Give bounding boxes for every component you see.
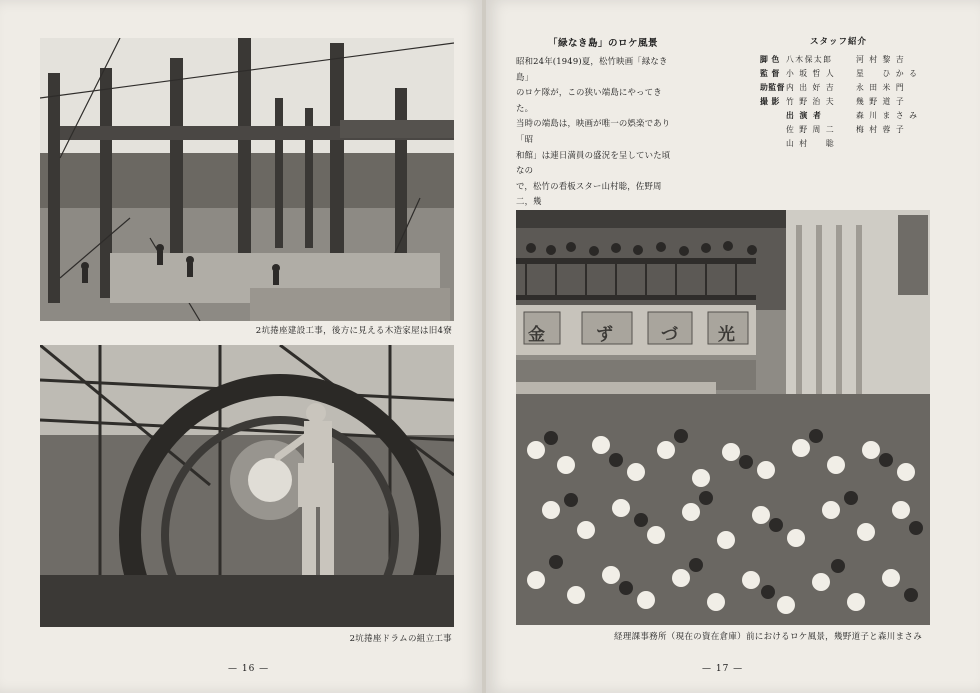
staff-cast-heading: 出 演 者 bbox=[786, 111, 823, 120]
photo-construction bbox=[40, 38, 454, 321]
body-line: のロケ隊が，この狭い端島にやってきた。 bbox=[516, 87, 662, 113]
staff-row bbox=[760, 82, 905, 93]
staff-row bbox=[760, 110, 918, 121]
staff-row bbox=[760, 124, 905, 135]
staff-name: 竹 野 治 夫 bbox=[786, 97, 836, 106]
staff-name: 八木保太郎 bbox=[786, 55, 833, 64]
photo-drum-caption: 2坑捲座ドラムの組立工事 bbox=[349, 634, 452, 644]
staff-row bbox=[760, 138, 856, 149]
staff-title: スタッフ紹介 bbox=[810, 37, 868, 47]
body-line: で，松竹の看板スター山村聡，佐野周二，幾 bbox=[516, 180, 662, 207]
staff-row bbox=[760, 54, 905, 65]
body-line: 昭和24年(1949)夏，松竹映画「緑なき島」 bbox=[516, 56, 668, 82]
staff-role: 助監督 bbox=[760, 83, 785, 92]
staff-name: 山 村 聡 bbox=[786, 139, 836, 148]
sign-char: 光 bbox=[718, 325, 735, 345]
staff-name: 佐 野 周 二 bbox=[786, 125, 836, 134]
staff-name-right: 梅 村 蓉 子 bbox=[856, 125, 906, 134]
photo-location-caption: 経理課事務所（現在の資在倉庫）前におけるロケ風景，幾野道子と森川まさみ bbox=[613, 632, 922, 642]
staff-name-right: 星 ひ か る bbox=[856, 69, 919, 78]
staff-role: 脚 色 bbox=[760, 55, 780, 64]
body-line: 当時の端島は，映画が唯一の娯楽であり「昭 bbox=[516, 118, 671, 144]
left-page bbox=[0, 0, 482, 693]
sign-char: 金 bbox=[528, 325, 545, 345]
photo-location-crowd bbox=[516, 210, 930, 625]
staff-name: 内 出 好 吉 bbox=[786, 83, 836, 92]
staff-name-right: 幾 野 道 子 bbox=[856, 97, 906, 106]
staff-row bbox=[760, 68, 918, 79]
staff-name-right: 河 村 黎 吉 bbox=[856, 55, 906, 64]
section-title: 「緑なき島」のロケ風景 bbox=[548, 38, 659, 49]
staff-name-right: 永 田 米 門 bbox=[856, 83, 906, 92]
staff-name-right: 森 川 ま さ み bbox=[856, 111, 919, 120]
sign-char: づ bbox=[661, 325, 678, 345]
page-number-left: — 16 — bbox=[228, 664, 270, 674]
body-line: 和館」は連日満員の盛況を呈していた頃なの bbox=[516, 149, 671, 176]
staff-name: 小 坂 哲 人 bbox=[786, 69, 836, 78]
sign-char: ず bbox=[596, 325, 613, 345]
staff-role: 監 督 bbox=[760, 69, 780, 78]
staff-role: 撮 影 bbox=[760, 97, 780, 106]
photo-construction-caption: 2坑捲座建設工事，後方に見える木造家屋は旧4寮 bbox=[255, 326, 452, 336]
page-number-right: — 17 — bbox=[702, 664, 744, 674]
photo-drum-assembly bbox=[40, 345, 454, 627]
staff-row bbox=[760, 96, 905, 107]
